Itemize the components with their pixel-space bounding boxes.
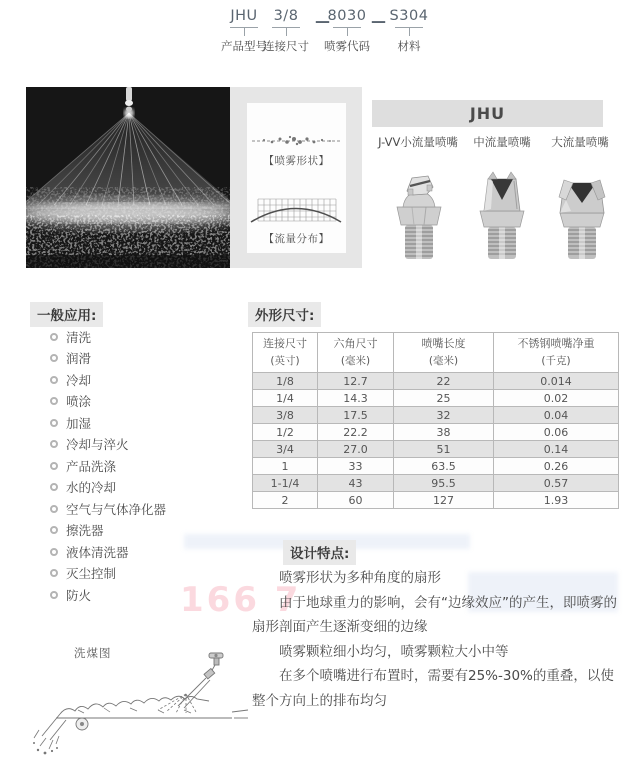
list-item: 水的冷却 — [50, 477, 166, 499]
code-value: JHU — [230, 8, 258, 24]
list-item: 空气与气体净化器 — [50, 498, 166, 520]
table-header-row — [253, 333, 619, 373]
list-item: 液体清洗器 — [50, 541, 166, 563]
bracket-line — [395, 27, 423, 36]
code-dash: — — [315, 12, 330, 30]
col-header: 不锈钢喷嘴净重 (千克) — [494, 333, 619, 373]
nozzle-label-small-flow: J-VV小流量喷嘴 — [378, 135, 458, 149]
list-item: 产品洗涤 — [50, 455, 166, 477]
code-value: 3/8 — [273, 8, 299, 24]
flow-distribution-icon — [250, 191, 342, 227]
bullet-ring-icon — [50, 505, 58, 513]
table-row: 1/4 14.3 25 0.02 — [253, 390, 619, 407]
code-value: 8030 — [327, 8, 367, 24]
bullet-ring-icon — [50, 440, 58, 448]
list-item: 喷涂 — [50, 391, 166, 413]
list-item: 灭尘控制 — [50, 563, 166, 585]
table-row: 1 33 63.5 0.26 — [253, 458, 619, 475]
nozzle-label-medium-flow: 中流量喷嘴 — [473, 135, 531, 149]
spray-photo-art — [26, 87, 230, 268]
code-dash: — — [371, 12, 386, 30]
list-item: 冷却 — [50, 369, 166, 391]
bracket-line — [272, 27, 300, 36]
list-item: 清洗 — [50, 326, 166, 348]
code-segment-material — [364, 8, 454, 54]
table-row: 1-1/4 43 95.5 0.57 — [253, 475, 619, 492]
code-value: S304 — [389, 8, 429, 24]
bullet-ring-icon — [50, 483, 58, 491]
design-features-title: 设计特点: — [283, 540, 356, 565]
bullet-ring-icon — [50, 419, 58, 427]
applications-title: 一般应用: — [30, 302, 103, 327]
nozzle-photo-large-flow-icon — [546, 167, 618, 264]
bullet-ring-icon — [50, 526, 58, 534]
feature-paragraph: 喷雾形状为多种角度的扇形 — [279, 570, 441, 586]
nozzle-label-large-flow: 大流量喷嘴 — [551, 135, 609, 149]
dimensions-title: 外形尺寸: — [248, 302, 321, 327]
code-label: 连接尺寸 — [263, 39, 309, 53]
watermark-number: 166 7 — [180, 580, 302, 620]
table-row: 3/4 27.0 51 0.14 — [253, 441, 619, 458]
table-row: 3/8 17.5 32 0.04 — [253, 407, 619, 424]
col-header: 六角尺寸 (毫米) — [318, 333, 394, 373]
spray-pattern-photo — [26, 87, 230, 268]
list-item: 润滑 — [50, 348, 166, 370]
nozzle-photo-small-flow-icon — [383, 167, 455, 264]
bullet-ring-icon — [50, 397, 58, 405]
list-item: 加湿 — [50, 412, 166, 434]
bullet-ring-icon — [50, 462, 58, 470]
col-header: 喷嘴长度 (毫米) — [394, 333, 494, 373]
bullet-ring-icon — [50, 354, 58, 362]
nozzle-family-section — [370, 87, 618, 268]
coal-diagram-caption: 洗煤图 — [74, 646, 112, 660]
bullet-ring-icon — [50, 591, 58, 599]
spray-shape-panel — [230, 87, 362, 268]
design-features-text — [252, 566, 618, 713]
table-row: 1/8 12.7 22 0.014 — [253, 373, 619, 390]
dimensions-table — [252, 332, 619, 509]
table-row: 2 60 127 1.93 — [253, 492, 619, 509]
flow-distribution-caption: 【流量分布】 — [263, 233, 330, 245]
spray-shape-card — [247, 103, 346, 253]
code-label: 材料 — [397, 39, 421, 53]
table-row: 1/2 22.2 38 0.06 — [253, 424, 619, 441]
bullet-ring-icon — [50, 569, 58, 577]
feature-paragraph: 喷雾颗粒细小均匀，喷雾颗粒大小中等 — [279, 643, 509, 660]
spray-shape-caption: 【喷雾形状】 — [263, 155, 330, 167]
list-item: 冷却与淬火 — [50, 434, 166, 456]
spray-shape-icon — [250, 133, 342, 149]
bullet-ring-icon — [50, 376, 58, 384]
nozzle-photo-medium-flow-icon — [466, 167, 538, 264]
list-item: 擦洗器 — [50, 520, 166, 542]
col-header: 连接尺寸 (英寸) — [253, 333, 318, 373]
bullet-ring-icon — [50, 333, 58, 341]
feature-paragraph: 在多个喷嘴进行布置时，需要有25%-30%的重叠，以使整个方向上的排布均匀 — [252, 668, 614, 709]
coal-washing-diagram — [26, 650, 254, 760]
bullet-ring-icon — [50, 548, 58, 556]
code-label: 产品型号 — [221, 39, 267, 53]
code-label: 喷雾代码 — [324, 39, 370, 53]
product-code-breakdown — [0, 0, 635, 70]
feature-paragraph: 由于地球重力的影响，会有“边缘效应”的产生，即喷雾的扇形剖面产生逐渐变细的边缘 — [252, 594, 617, 635]
family-title: JHU — [372, 100, 603, 127]
applications-list — [50, 326, 166, 606]
list-item: 防火 — [50, 584, 166, 606]
bracket-line — [333, 27, 361, 36]
